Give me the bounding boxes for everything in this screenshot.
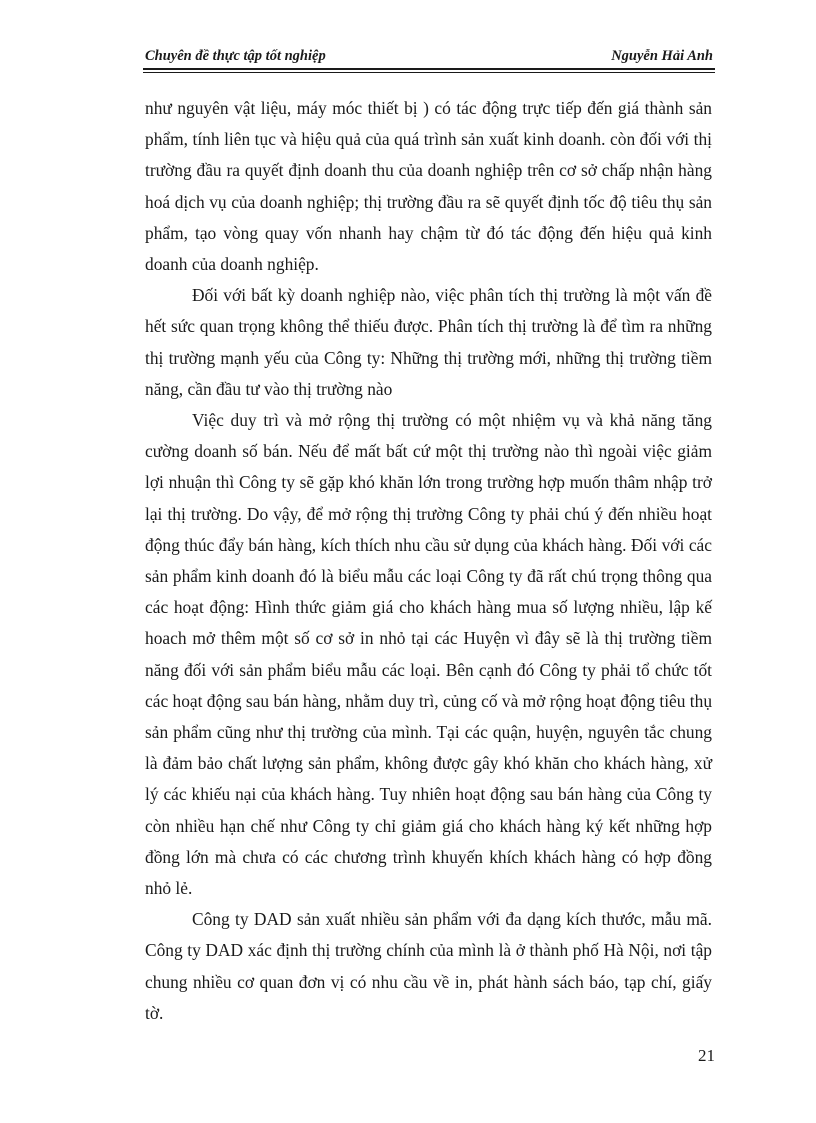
- page-header: [143, 44, 713, 66]
- header-divider: [143, 68, 715, 70]
- paragraph-3: Việc duy trì và mở rộng thị trường có một nhiệm vụ và khả năng tăng cường doanh số bán. Nếu để mất bất cứ một thị trường nào thì ngoài việc giảm lợi nhuận thì Công ty sẽ gặp khó khăn lớn trong trường hợp muốn thâm nhập trở lại thị trường. Do vậy, để mở rộng thị trường Công ty phải chú ý đến nhiều hoạt động thúc đẩy bán hàng, kích thích nhu cầu sử dụng của khách hàng. Đối với các sản phẩm kinh doanh đó là biểu mẫu các loại Công ty đã rất chú trọng thông qua các hoạt động: Hình thức giảm giá cho khách hàng mua số lượng nhiều, lập kế hoach mở thêm một số cơ sở in nhỏ tại các Huyện vì đây sẽ là thị trường tiềm năng đối với sản phẩm biểu mẫu các loại. Bên cạnh đó Công ty phải tổ chức tốt các hoạt động sau bán hàng, nhằm duy trì, củng cố và mở rộng hoạt động tiêu thụ sản phẩm cũng như thị trường của mình. Tại các quận, huyện, nguyên tắc chung là đảm bảo chất lượng sản phẩm, không được gây khó khăn cho khách hàng, xử lý các khiếu nại của khách hàng. Tuy nhiên hoạt động sau bán hàng của Công ty còn nhiều hạn chế như Công ty chỉ giảm giá cho khách hàng ký kết những hợp đồng lớn mà chưa có các chương trình khuyến khích khách hàng có hợp đồng nhỏ lẻ.: [145, 410, 713, 899]
- paragraph-2: Đối với bất kỳ doanh nghiệp nào, việc phân tích thị trường là một vấn đề hết sức quan trọng không thể thiếu được. Phân tích thị trường là để tìm ra những thị trường mạnh yếu của Công ty: Những thị trường mới, những thị trường tiềm năng, cần đầu tư vào thị trường nào: [145, 285, 712, 399]
- document-title: Chuyên đề thực tập tốt nghiệp: [145, 48, 326, 64]
- author-name: Nguyễn Hải Anh: [611, 48, 713, 64]
- page-number: 21: [698, 1046, 715, 1065]
- paragraph-1: như nguyên vật liệu, máy móc thiết bị ) có tác động trực tiếp đến giá thành sản phẩm, tính liên tục và hiệu quả của quá trình sản xuất kinh doanh. còn đối với thị trường đầu ra quyết định doanh thu của doanh nghiệp trên cơ sở chấp nhận hàng hoá dịch vụ của doanh nghiệp; thị trường đầu ra sẽ quyết định tốc độ tiêu thụ sản phẩm, tạo vòng quay vốn nhanh hay chậm từ đó tác động đến hiệu quả kinh doanh của doanh nghiệp.: [145, 98, 712, 275]
- paragraph-4: Công ty DAD sản xuất nhiều sản phẩm với đa dạng kích thước, mẫu mã. Công ty DAD xác định thị trường chính của mình là ở thành phố Hà Nội, nơi tập chung nhiều cơ quan đơn vị có nhu cầu về in, phát hành sách báo, tạp chí, giấy tờ.: [145, 909, 712, 1023]
- header-divider-thin: [143, 72, 715, 73]
- body-text: [145, 93, 712, 1029]
